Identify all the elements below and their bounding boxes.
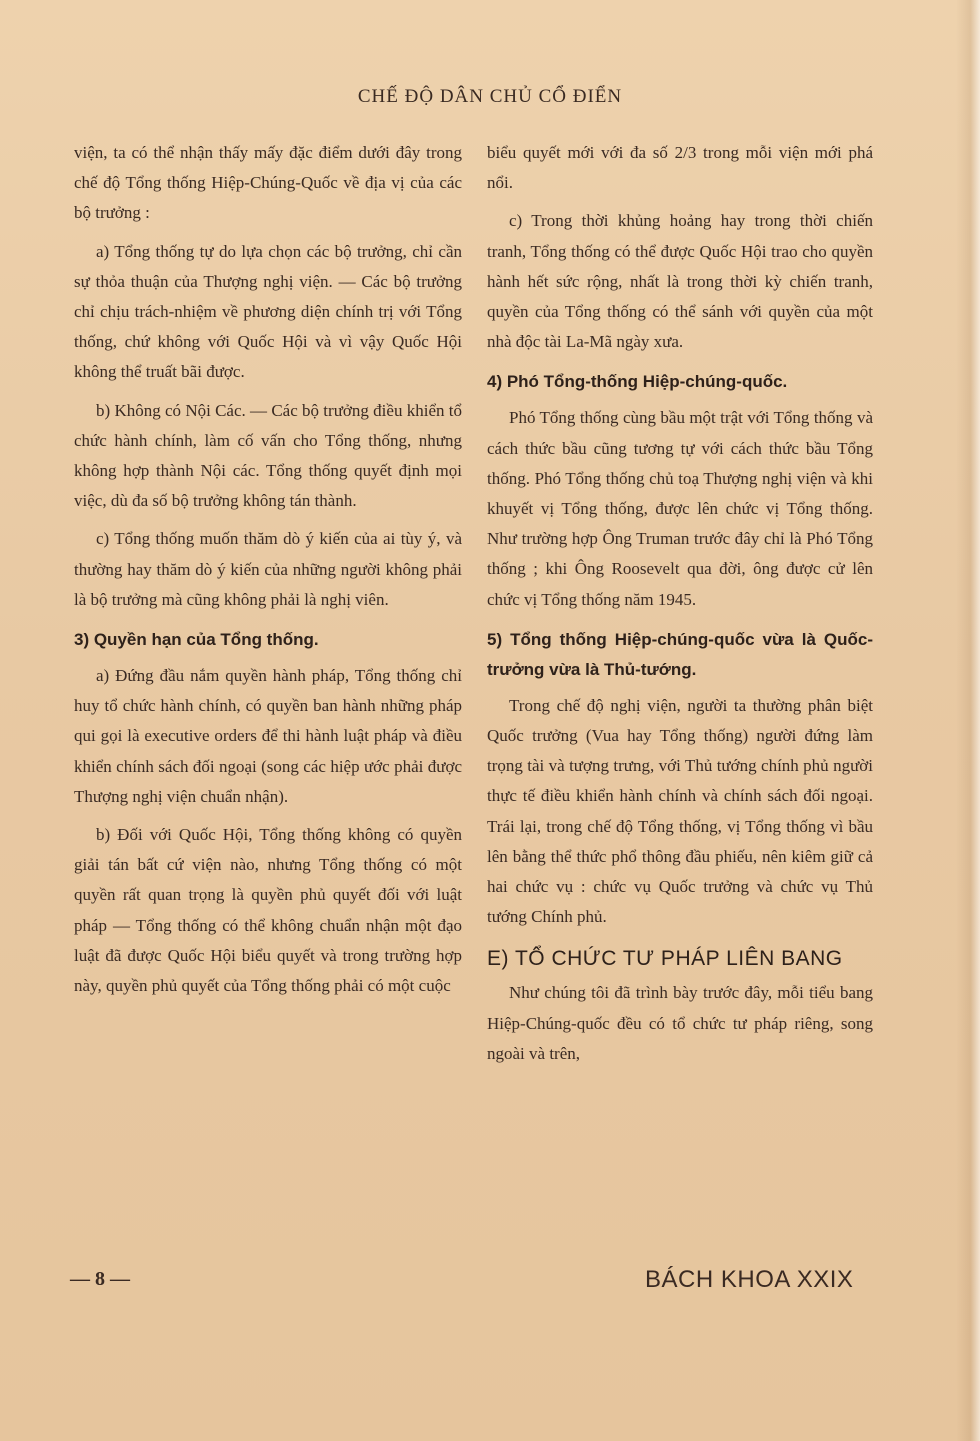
left-column xyxy=(74,138,462,1001)
running-header: CHẾ ĐỘ DÂN CHỦ CỔ ĐIỂN xyxy=(357,86,623,107)
page-edge xyxy=(956,0,980,1441)
paragraph: viện, ta có thể nhận thấy mấy đặc điểm dưới đây trong chế độ Tổng thống Hiệp-Chúng-Quốc về địa vị của các bộ trưởng : xyxy=(74,143,462,223)
right-column xyxy=(487,138,873,1069)
section-heading: 3) Quyền hạn của Tổng thống. xyxy=(74,630,319,650)
section-heading: 5) Tổng thống Hiệp-chúng-quốc vừa là Quốc-trưởng vừa là Thủ-tướng. xyxy=(487,629,873,679)
paragraph: Như chúng tôi đã trình bày trước đây, mỗi tiểu bang Hiệp-Chúng-quốc đều có tổ chức tư pháp riêng, song ngoài và trên, xyxy=(487,983,873,1063)
paragraph: a) Đứng đầu nắm quyền hành pháp, Tổng thống chỉ huy tổ chức hành chính, có quyền ban hành những pháp qui gọi là executive orders để thi hành luật pháp và điều khiển chính sách đối ngoại (song các hiệp ước phải được Thượng nghị viện chuẩn nhận). xyxy=(74,666,462,806)
section-heading: 4) Phó Tổng-thống Hiệp-chúng-quốc. xyxy=(487,372,788,392)
paragraph: c) Trong thời khủng hoảng hay trong thời chiến tranh, Tổng thống có thể được Quốc Hội trao cho quyền hành hết sức rộng, nhất là trong thời kỳ chiến tranh, quyền của Tổng thống có thể sánh với quyền của một nhà độc tài La-Mã ngày xưa. xyxy=(487,211,873,352)
paragraph: biểu quyết mới với đa số 2/3 trong mỗi viện mới phá nổi. xyxy=(487,143,873,193)
paragraph: Phó Tổng thống cùng bầu một trật với Tổng thống và cách thức bầu cũng tương tự với cách thức bầu Tổng thống. Phó Tổng thống chủ toạ Thượng nghị viện và khi khuyết vị Tổng thống, được lên chức vị Tổng thống. Như trường hợp Ông Truman trước đây chỉ là Phó Tổng thống ; khi Ông Roosevelt qua đời, ông được cử lên chức vị Tổng thống năm 1945. xyxy=(487,408,873,609)
chapter-heading: E) TỔ CHỨC TƯ PHÁP LIÊN BANG xyxy=(487,947,843,971)
paragraph: c) Tổng thống muốn thăm dò ý kiến của ai tùy ý, và thường hay thăm dò ý kiến của những người không phải là bộ trưởng mà cũng không phải là nghị viên. xyxy=(74,529,462,609)
page-number: — 8 — xyxy=(70,1268,130,1290)
paragraph: Trong chế độ nghị viện, người ta thường phân biệt Quốc trưởng (Vua hay Tổng thống) người đứng làm trọng tài và tượng trưng, với Thủ tướng chính phủ người thực tế điều khiển hành chính và chính sách đối ngoại. Trái lại, trong chế độ Tổng thống, vị Tổng thống vì bầu lên bằng thể thức phổ thông đầu phiếu, nên kiêm giữ cả hai chức vụ : chức vụ Quốc trưởng và chức vụ Thủ tướng Chính phủ. xyxy=(487,695,873,927)
publication-footer: BÁCH KHOA XXIX xyxy=(645,1266,854,1293)
paragraph: b) Không có Nội Các. — Các bộ trưởng điều khiển tổ chức hành chính, làm cố vấn cho Tổng thống, nhưng không hợp thành Nội các. Tổng thống quyết định mọi việc, dù đa số bộ trưởng không tán thành. xyxy=(74,400,462,511)
paragraph: b) Đối với Quốc Hội, Tổng thống không có quyền giải tán bất cứ viện nào, nhưng Tổng thống có một quyền rất quan trọng là quyền phủ quyết đối với luật pháp — Tổng thống có thể không chuẩn nhận một đạo luật đã được Quốc Hội biểu quyết và trong trường hợp này, quyền phủ quyết của Tổng thống phải có một cuộc xyxy=(74,825,462,996)
paragraph: a) Tổng thống tự do lựa chọn các bộ trưởng, chỉ cần sự thỏa thuận của Thượng nghị viện. — Các bộ trưởng chỉ chịu trách-nhiệm về phương diện chính trị với Tổng thống, chứ không với Quốc Hội và vì vậy Quốc Hội không thể truất bãi được. xyxy=(74,241,462,382)
